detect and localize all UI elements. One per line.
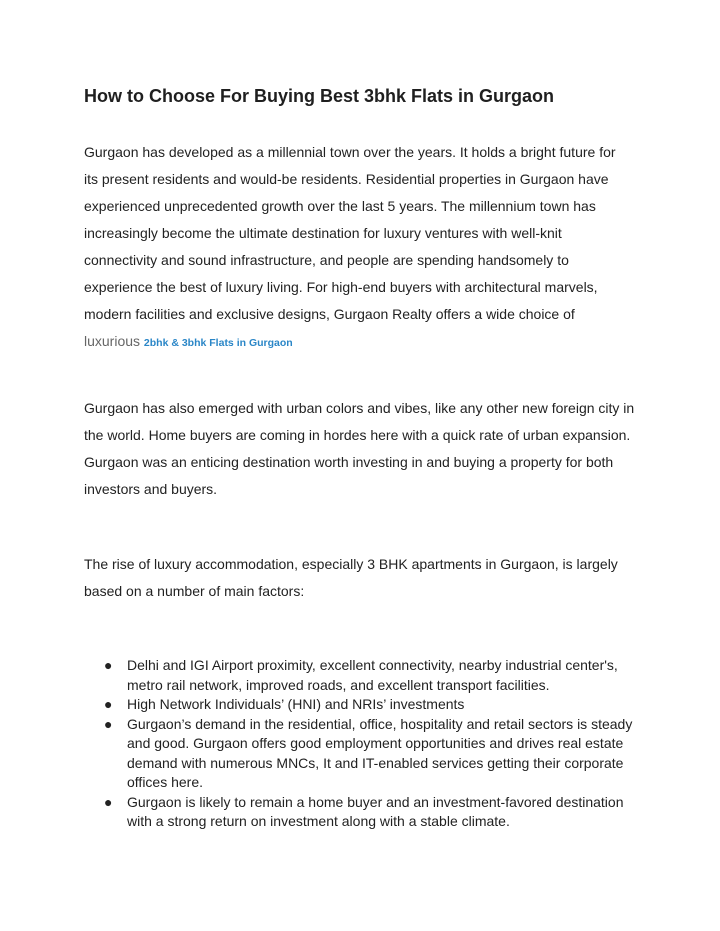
bullet-icon: ● [104, 696, 113, 712]
luxurious-word: luxurious [84, 333, 141, 349]
text-line: Gurgaon has also emerged with urban colors and vibes, like any other new foreign city in [84, 400, 635, 416]
text-line: Gurgaon is likely to remain a home buyer and an investment-favored destination [127, 793, 624, 810]
document-title: How to Choose For Buying Best 3bhk Flats in Gurgaon [84, 86, 555, 106]
text-line-with-link [84, 328, 644, 357]
bullet-icon: ● [104, 657, 113, 673]
text-line: Delhi and IGI Airport proximity, excellent connectivity, nearby industrial center's, [127, 657, 618, 673]
text-line: Gurgaon’s demand in the residential, office, hospitality and retail sectors is steady [127, 715, 633, 732]
text-line: and good. Gurgaon offers good employment opportunities and drives real estate [127, 735, 624, 751]
text-line: The rise of luxury accommodation, especially 3 BHK apartments in Gurgaon, is largely [84, 556, 618, 572]
text-line: Gurgaon was an enticing destination worth investing in and buying a property for both [84, 454, 614, 470]
text-line: demand with numerous MNCs, It and IT-enabled services getting their corporate [127, 754, 624, 771]
text-line: increasingly become the ultimate destination for luxury ventures with well-knit [84, 225, 562, 241]
text-line: experienced unprecedented growth over the last 5 years. The millennium town has [84, 198, 596, 214]
list-item [84, 656, 644, 695]
text-line: based on a number of main factors: [84, 583, 305, 599]
text-line: the world. Home buyers are coming in hordes here with a quick rate of urban expansion. [84, 427, 631, 443]
flats-in-gurgaon-link[interactable]: 2bhk & 3bhk Flats in Gurgaon [143, 337, 293, 349]
list-item [84, 695, 644, 715]
factors-list [84, 656, 644, 832]
text-line: High Network Individuals’ (HNI) and NRIs’ investments [127, 696, 465, 712]
text-line: experience the best of luxury living. For high-end buyers with architectural marvels, [84, 279, 598, 295]
text-line: its present residents and would-be residents. Residential properties in Gurgaon have [84, 171, 609, 187]
text-line: modern facilities and exclusive designs, Gurgaon Realty offers a wide choice of [84, 306, 575, 322]
list-item [84, 793, 644, 832]
list-item [84, 715, 644, 793]
bullet-icon: ● [104, 715, 113, 732]
text-line: offices here. [127, 774, 204, 790]
text-line: connectivity and sound infrastructure, and people are spending handsomely to [84, 252, 569, 268]
paragraph-factors [84, 551, 644, 605]
paragraph-intro [84, 139, 644, 357]
text-line: investors and buyers. [84, 481, 218, 497]
paragraph-urban [84, 395, 644, 503]
text-line: Gurgaon has developed as a millennial town over the years. It holds a bright future for [84, 144, 616, 160]
text-line: metro rail network, improved roads, and excellent transport facilities. [127, 676, 550, 693]
text-line: with a strong return on investment along with a stable climate. [127, 813, 510, 829]
bullet-icon: ● [104, 793, 113, 810]
